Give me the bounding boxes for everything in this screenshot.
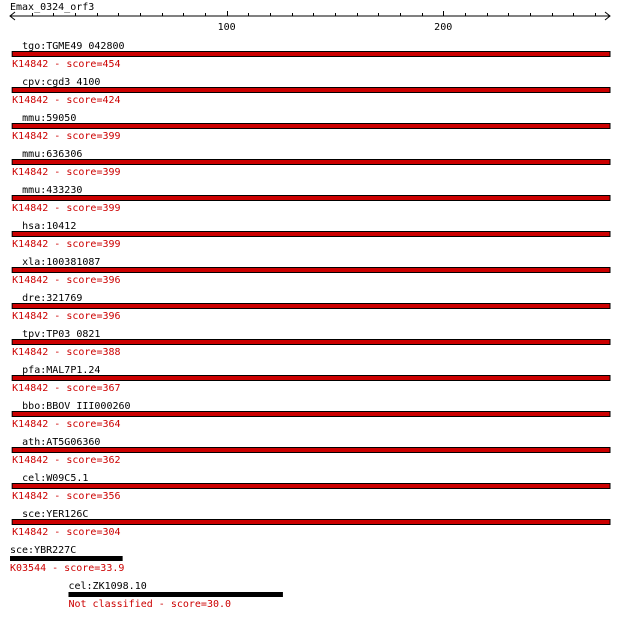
hit-row[interactable] xyxy=(12,185,610,214)
ruler xyxy=(10,2,610,33)
hit-row[interactable] xyxy=(12,41,610,70)
hit-id[interactable]: tgo:TGME49_042800 xyxy=(22,41,125,52)
hit-id[interactable]: cpv:cgd3_4100 xyxy=(22,77,101,88)
hit-bar[interactable] xyxy=(12,484,610,489)
hit-score-label: K14842 - score=304 xyxy=(12,527,121,538)
hit-score-label: K03544 - score=33.9 xyxy=(10,563,125,574)
hit-bar[interactable] xyxy=(12,196,610,201)
hit-bar[interactable] xyxy=(12,124,610,129)
hit-score-label: K14842 - score=362 xyxy=(12,455,121,466)
hit-score-label: K14842 - score=399 xyxy=(12,167,121,178)
hit-score-label: K14842 - score=364 xyxy=(12,419,121,430)
hit-id[interactable]: pfa:MAL7P1.24 xyxy=(22,365,101,376)
hit-bar[interactable] xyxy=(12,340,610,345)
hit-score-label: K14842 - score=399 xyxy=(12,239,121,250)
hit-id[interactable]: sce:YBR227C xyxy=(10,545,77,556)
hit-bar[interactable] xyxy=(12,376,610,381)
hit-id[interactable]: bbo:BBOV_III000260 xyxy=(22,401,131,412)
hit-bar[interactable] xyxy=(12,448,610,453)
hit-bar[interactable] xyxy=(12,88,610,93)
hit-bar[interactable] xyxy=(12,520,610,525)
hit-score-label: K14842 - score=356 xyxy=(12,491,121,502)
hit-bar[interactable] xyxy=(12,52,610,57)
hit-bar[interactable] xyxy=(12,268,610,273)
hit-score-label: K14842 - score=367 xyxy=(12,383,121,394)
hit-id[interactable]: ath:AT5G06360 xyxy=(22,437,101,448)
hit-row[interactable] xyxy=(12,509,610,538)
hit-id[interactable]: sce:YER126C xyxy=(22,509,89,520)
hit-id[interactable]: mmu:433230 xyxy=(22,185,83,196)
hit-score-label: K14842 - score=424 xyxy=(12,95,121,106)
hit-score-label: K14842 - score=396 xyxy=(12,275,121,286)
hit-score-label: K14842 - score=399 xyxy=(12,203,121,214)
hit-score-label: K14842 - score=399 xyxy=(12,131,121,142)
hit-score-label: K14842 - score=388 xyxy=(12,347,121,358)
hit-row[interactable] xyxy=(12,401,610,430)
ruler-tick-label: 100 xyxy=(217,22,236,33)
hit-score-label: K14842 - score=396 xyxy=(12,311,121,322)
hit-row[interactable] xyxy=(12,113,610,142)
hit-row[interactable] xyxy=(12,77,610,106)
hit-bar[interactable] xyxy=(12,232,610,237)
hit-id[interactable]: mmu:59050 xyxy=(22,113,77,124)
hit-id[interactable]: cel:ZK1098.10 xyxy=(68,581,147,592)
hit-bar[interactable] xyxy=(10,556,123,561)
hit-id[interactable]: xla:100381087 xyxy=(22,257,101,268)
hit-row[interactable] xyxy=(12,293,610,322)
hit-row[interactable] xyxy=(12,329,610,358)
hit-bar[interactable] xyxy=(12,304,610,309)
hit-row[interactable] xyxy=(12,437,610,466)
hit-row[interactable] xyxy=(12,221,610,250)
hit-row[interactable] xyxy=(12,257,610,286)
hit-id[interactable]: dre:321769 xyxy=(22,293,83,304)
hit-id[interactable]: hsa:10412 xyxy=(22,221,77,232)
query-name: Emax_0324_orf3 xyxy=(10,2,95,13)
ruler-tick-label: 200 xyxy=(434,22,453,33)
hit-bar[interactable] xyxy=(12,412,610,417)
hit-row[interactable] xyxy=(12,365,610,394)
hit-row[interactable] xyxy=(68,581,282,610)
hit-id[interactable]: cel:W09C5.1 xyxy=(22,473,89,484)
hit-bar[interactable] xyxy=(68,592,282,597)
hit-bar[interactable] xyxy=(12,160,610,165)
hit-row[interactable] xyxy=(12,473,610,502)
hit-row[interactable] xyxy=(12,149,610,178)
hit-score-label: Not classified - score=30.0 xyxy=(68,599,232,610)
hit-id[interactable]: tpv:TP03_0821 xyxy=(22,329,101,340)
hit-score-label: K14842 - score=454 xyxy=(12,59,121,70)
hit-id[interactable]: mmu:636306 xyxy=(22,149,83,160)
hit-row[interactable] xyxy=(10,545,124,574)
hit-list xyxy=(10,41,610,610)
